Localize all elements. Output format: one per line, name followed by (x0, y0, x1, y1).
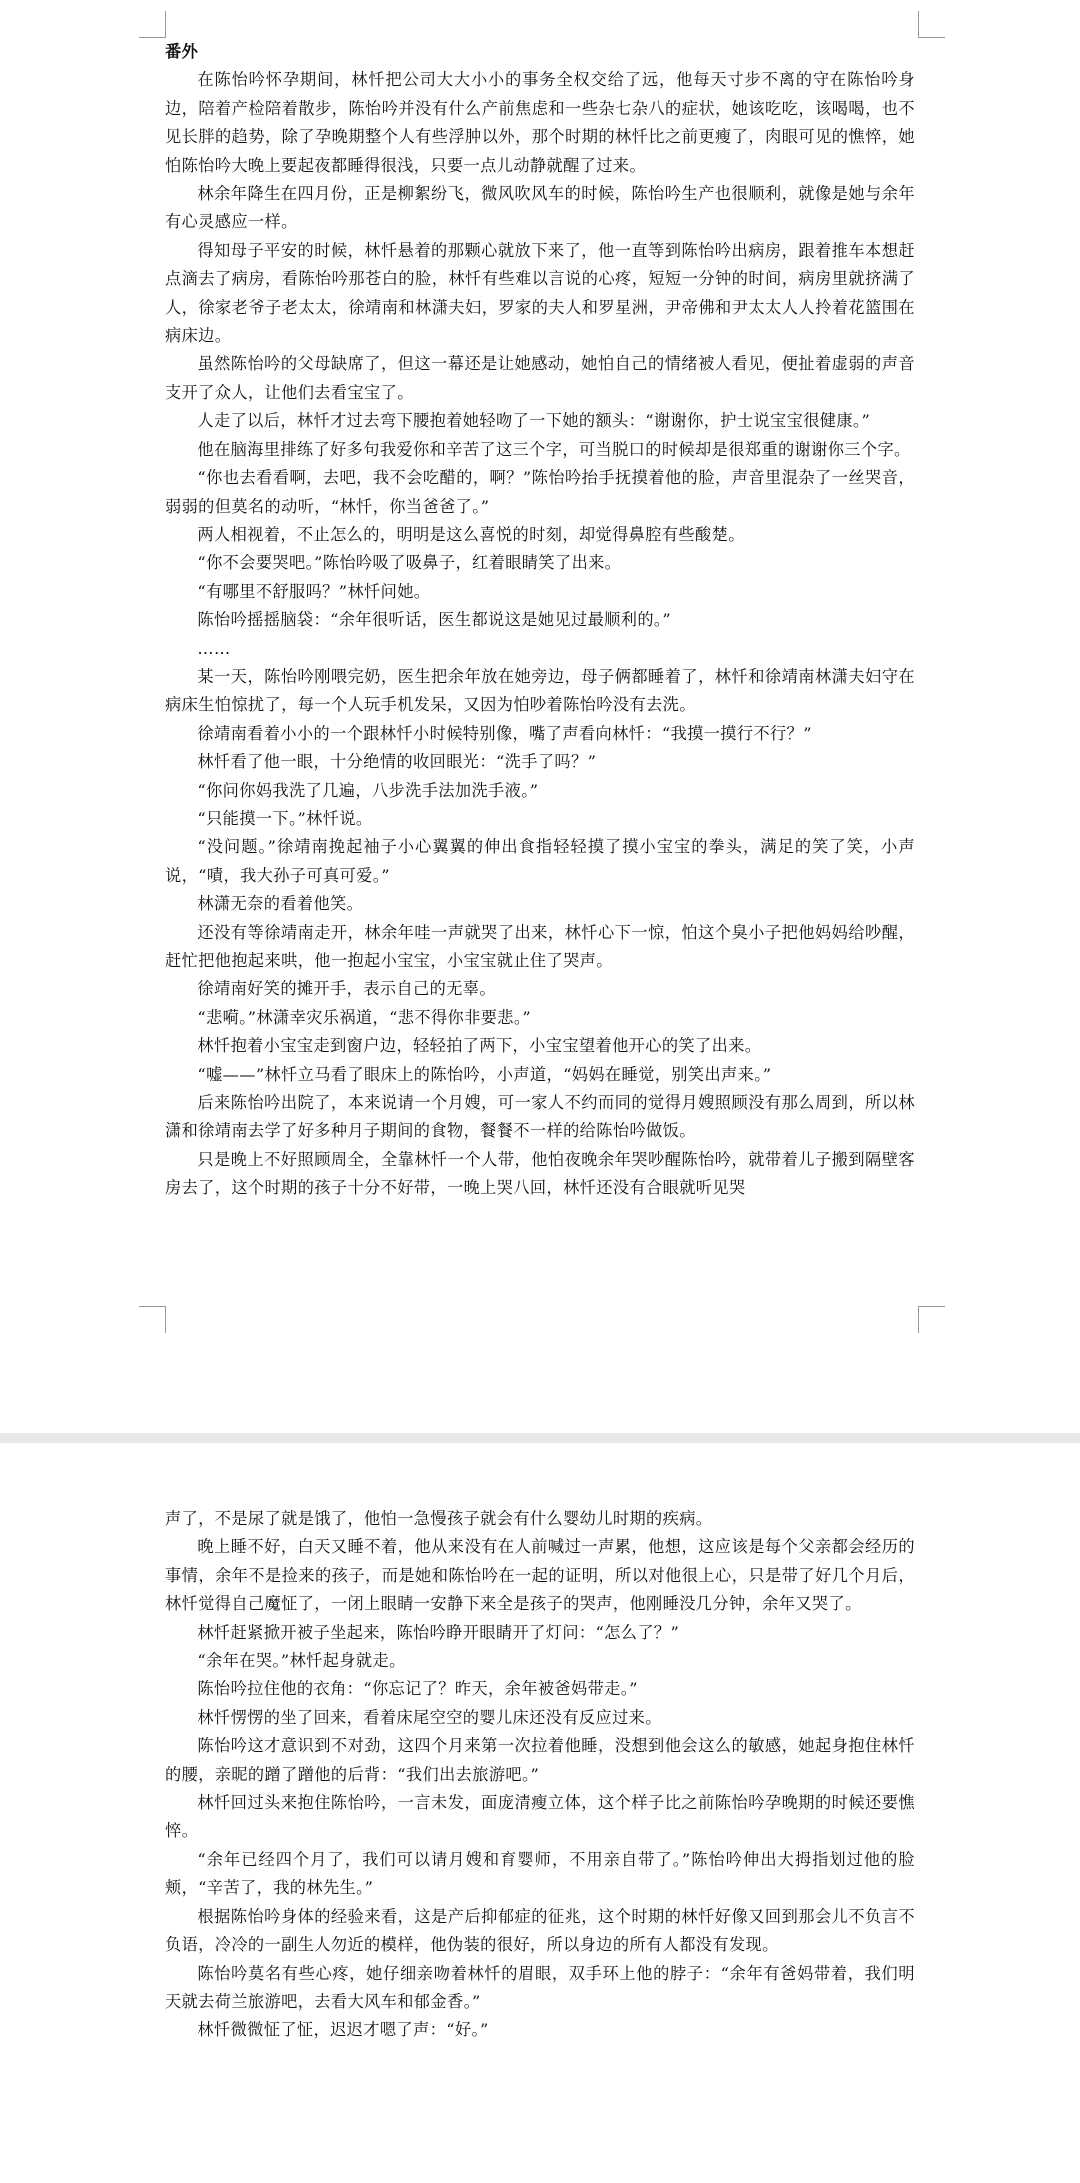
paragraph: 还没有等徐靖南走开，林余年哇一声就哭了出来，林忏心下一惊，怕这个臭小子把他妈妈给吵醒，赶忙把他抱起来哄，他一抱起小宝宝，小宝宝就止住了哭声。 (165, 922, 915, 970)
paragraph: “有哪里不舒服吗？”林忏问她。 (197, 581, 431, 601)
paragraph: 虽然陈怡吟的父母缺席了，但这一幕还是让她感动，她怕自己的情绪被人看见，便扯着虚弱的声音支开了众人，让他们去看宝宝了。 (165, 354, 915, 402)
paragraph: “余年在哭。”林忏起身就走。 (197, 1651, 406, 1671)
corner-mark-bottom-left (139, 1306, 166, 1333)
paragraph: 晚上睡不好，白天又睡不着，他从来没有在人前喊过一声累，他想，这应该是每个父亲都会经历的事情，余年不是捡来的孩子，而是她和陈怡吟在一起的证明，所以对他很上心，只是带了好几个月后，林忏觉得自己魔怔了，一闭上眼睛一安静下来全是孩子的哭声，他刚睡没几分钟，余年又哭了。 (165, 1537, 915, 1614)
paragraph: 陈怡吟拉住他的衣角：“你忘记了？昨天，余年被爸妈带走。” (197, 1679, 638, 1699)
paragraph: 林忏抱着小宝宝走到窗户边，轻轻拍了两下，小宝宝望着他开心的笑了出来。 (197, 1036, 762, 1056)
paragraph: 人走了以后，林忏才过去弯下腰抱着她轻吻了一下她的额头：“谢谢你，护士说宝宝很健康。” (197, 411, 871, 431)
corner-mark-top-right (918, 11, 945, 38)
paragraph: “悲嗬。”林潇幸灾乐祸道，“悲不得你非要悲。” (197, 1007, 532, 1027)
paragraph: 林忏愣愣的坐了回来，看着床尾空空的婴儿床还没有反应过来。 (197, 1707, 662, 1727)
corner-mark-top-left (139, 11, 166, 38)
paragraph: “没问题。”徐靖南挽起袖子小心翼翼的伸出食指轻轻摸了摸小宝宝的拳头，满足的笑了笑，小声说，“嘖，我大孙子可真可爱。” (165, 837, 915, 885)
ellipsis-break: …… (197, 638, 231, 658)
paragraph: 只是晚上不好照顾周全，全靠林忏一个人带，他怕夜晚余年哭吵醒陈怡吟，就带着儿子搬到隔壁客房去了，这个时期的孩子十分不好带，一晚上哭八回，林忏还没有合眼就听见哭 (165, 1149, 915, 1198)
paragraph: 两人相视着，不止怎么的，明明是这么喜悦的时刻，却觉得鼻腔有些酸楚。 (197, 524, 745, 544)
paragraph: 根据陈怡吟身体的经验来看，这是产后抑郁症的征兆，这个时期的林忏好像又回到那会儿不负言不负语，冷冷的一副生人勿近的模样，他伪装的很好，所以身边的所有人都没有发现。 (165, 1906, 915, 1955)
paragraph: 陈怡吟摇摇脑袋：“余年很听话，医生都说这是她见过最顺利的。” (197, 610, 672, 630)
paragraph: 林忏微微怔了怔，迟迟才嗯了声：“好。” (197, 2020, 489, 2040)
paragraph: 徐靖南看着小小的一个跟林忏小时候特别像，嘴了声看向林忏：“我摸一摸行不行？” (197, 723, 812, 743)
paragraph: 林潇无奈的看着他笑。 (197, 894, 364, 914)
document-page-2 (0, 1443, 1080, 2183)
paragraph: 某一天，陈怡吟刚喂完奶，医生把余年放在她旁边，母子俩都睡着了，林忏和徐靖南林潇夫妇守在病床生怕惊扰了，每一个人玩手机发呆，又因为怕吵着陈怡吟没有去洗。 (165, 666, 915, 715)
paragraph: “嘘——”林忏立马看了眼床上的陈怡吟，小声道，“妈妈在睡觉，别笑出声来。” (197, 1064, 772, 1084)
chapter-heading: 番外 (165, 42, 199, 61)
paragraph: “你不会要哭吧。”陈怡吟吸了吸鼻子，红着眼睛笑了出来。 (197, 553, 622, 573)
page-1-text (165, 38, 915, 1203)
corner-mark-bottom-right (918, 1306, 945, 1333)
paragraph: 后来陈怡吟出院了，本来说请一个月嫂，可一家人不约而同的觉得月嫂照顾没有那么周到，所以林潇和徐靖南去学了好多种月子期间的食物，餐餐不一样的给陈怡吟做饭。 (165, 1093, 915, 1141)
paragraph: 林忏看了他一眼，十分绝情的收回眼光：“洗手了吗？” (197, 752, 597, 772)
paragraph: 得知母子平安的时候，林忏悬着的那颗心就放下来了，他一直等到陈怡吟出病房，跟着推车本想赶点滴去了病房，看陈怡吟那苍白的脸，林忏有些难以言说的心疼，短短一分钟的时间，病房里就挤满了人，徐家老爷子老太太，徐靖南和林潇夫妇，罗家的夫人和罗星洲，尹帝佛和尹太太人人拎着花篮围在病床边。 (165, 240, 915, 346)
paragraph: 林余年降生在四月份，正是柳絮纷飞，微风吹风车的时候，陈怡吟生产也很顺利，就像是她与余年有心灵感应一样。 (165, 184, 915, 232)
paragraph: “余年已经四个月了，我们可以请月嫂和育婴师，不用亲自带了。”陈怡吟伸出大拇指划过他的脸颊，“辛苦了，我的林先生。” (165, 1849, 915, 1898)
paragraph: 陈怡吟莫名有些心疼，她仔细亲吻着林忏的眉眼，双手环上他的脖子：“余年有爸妈带着，我们明天就去荷兰旅游吧，去看大风车和郁金香。” (165, 1963, 915, 2011)
paragraph: “只能摸一下。”林忏说。 (197, 808, 373, 828)
continued-paragraph: 声了，不是尿了就是饿了，他怕一急慢孩子就会有什么婴幼儿时期的疾病。 (165, 1509, 713, 1528)
paragraph: 陈怡吟这才意识到不对劲，这四个月来第一次拉着他睡，没想到他会这么的敏感，她起身抱住林忏的腰，亲昵的蹭了蹭他的后背：“我们出去旅游吧。” (165, 1736, 915, 1784)
page-2-text (165, 1505, 915, 2045)
paragraph: “你问你妈我洗了几遍，八步洗手法加洗手液。” (197, 780, 539, 800)
paragraph: 在陈怡吟怀孕期间，林忏把公司大大小小的事务全权交给了远，他每天寸步不离的守在陈怡吟身边，陪着产检陪着散步，陈怡吟并没有什么产前焦虑和一些杂七杂八的症状，她该吃吃，该喝喝，也不见长胖的趋势，除了孕晚期整个人有些浮肿以外，那个时期的林忏比之前更瘦了，肉眼可见的憔悴，她怕陈怡吟大晚上要起夜都睡得很浅，只要一点儿动静就醒了过来。 (165, 70, 915, 175)
paragraph: 林忏回过头来抱住陈怡吟，一言未发，面庞清瘦立体，这个样子比之前陈怡吟孕晚期的时候还要憔悴。 (165, 1793, 915, 1841)
paragraph: 徐靖南好笑的摊开手，表示自己的无辜。 (197, 979, 496, 999)
paragraph: 他在脑海里排练了好多句我爱你和辛苦了这三个字，可当脱口的时候却是很郑重的谢谢你三个字。 (197, 439, 911, 459)
paragraph: “你也去看看啊，去吧，我不会吃醋的，啊？”陈怡吟抬手抚摸着他的脸，声音里混杂了一丝哭音，弱弱的但莫名的动听，“林忏，你当爸爸了。” (165, 468, 915, 516)
paragraph: 林忏赶紧掀开被子坐起来，陈怡吟睁开眼睛开了灯问：“怎么了？” (197, 1622, 680, 1642)
